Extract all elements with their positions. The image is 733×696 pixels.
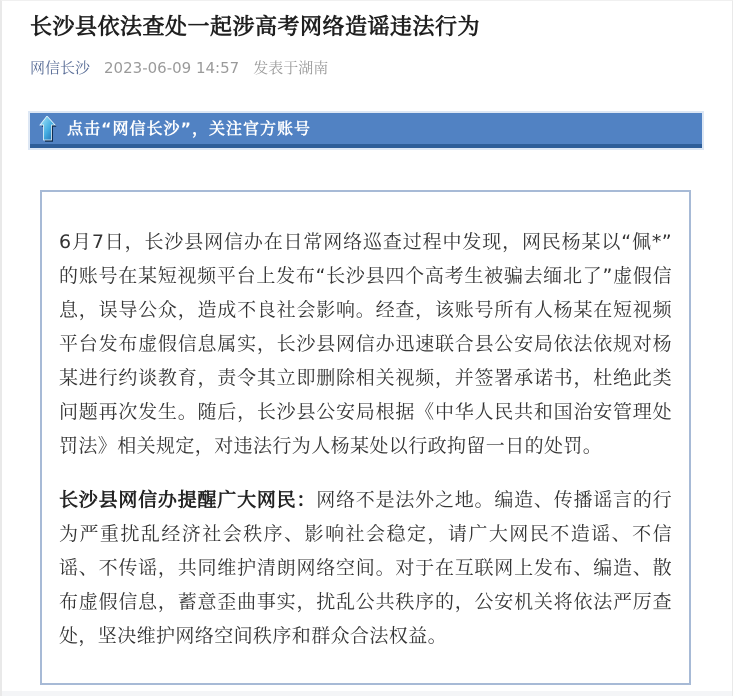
article-content-box bbox=[40, 190, 691, 685]
up-arrow-icon bbox=[39, 116, 60, 142]
paragraph-1-text: 6月7日，长沙县网信办在日常网络巡查过程中发现，网民杨某以“佩*”的账号在某短视频平台上发布“长沙县四个高考生被骗去缅北了”虚假信息，误导公众，造成不良社会影响。经查，该账号所有人杨某在短视频平台发布虚假信息属实，长沙县网信办迅速联合县公安局依法依规对杨某进行约谈教育，责令其立即删除相关视频，并签署承诺书，杜绝此类问题再次发生。随后，长沙县公安局根据《中华人民共和国治安管理处罚法》相关规定，对违法行为人杨某处以行政拘留一日的处罚。 bbox=[59, 231, 672, 457]
publish-location: 发表于湖南 bbox=[253, 59, 329, 77]
page-title: 长沙县依法查处一起涉高考网络造谣违法行为 bbox=[30, 15, 481, 40]
paragraph-2-lead: 长沙县网信办提醒广大网民： bbox=[59, 489, 317, 511]
publish-timestamp: 2023-06-09 14:57 bbox=[104, 59, 240, 77]
article-header bbox=[2, 1, 732, 78]
byline bbox=[30, 57, 704, 78]
content-paragraph-2 bbox=[59, 483, 672, 653]
account-name-link[interactable]: 网信长沙 bbox=[30, 59, 91, 77]
page-bottom-edge bbox=[2, 691, 732, 696]
follow-banner-label: 点击“网信长沙”，关注官方账号 bbox=[67, 119, 312, 138]
paragraph-2-body: 网络不是法外之地。编造、传播谣言的行为严重扰乱经济社会秩序、影响社会稳定，请广大网民不造谣、不信谣、不传谣，共同维护清朗网络空间。对于在互联网上发布、编造、散布虚假信息，蓄意歪曲事实，扰乱公共秩序的，公安机关将依法严厉查处，坚决维护网络空间秩序和群众合法权益。 bbox=[59, 489, 673, 647]
follow-account-banner[interactable] bbox=[30, 113, 702, 148]
content-paragraph-1 bbox=[59, 225, 672, 463]
